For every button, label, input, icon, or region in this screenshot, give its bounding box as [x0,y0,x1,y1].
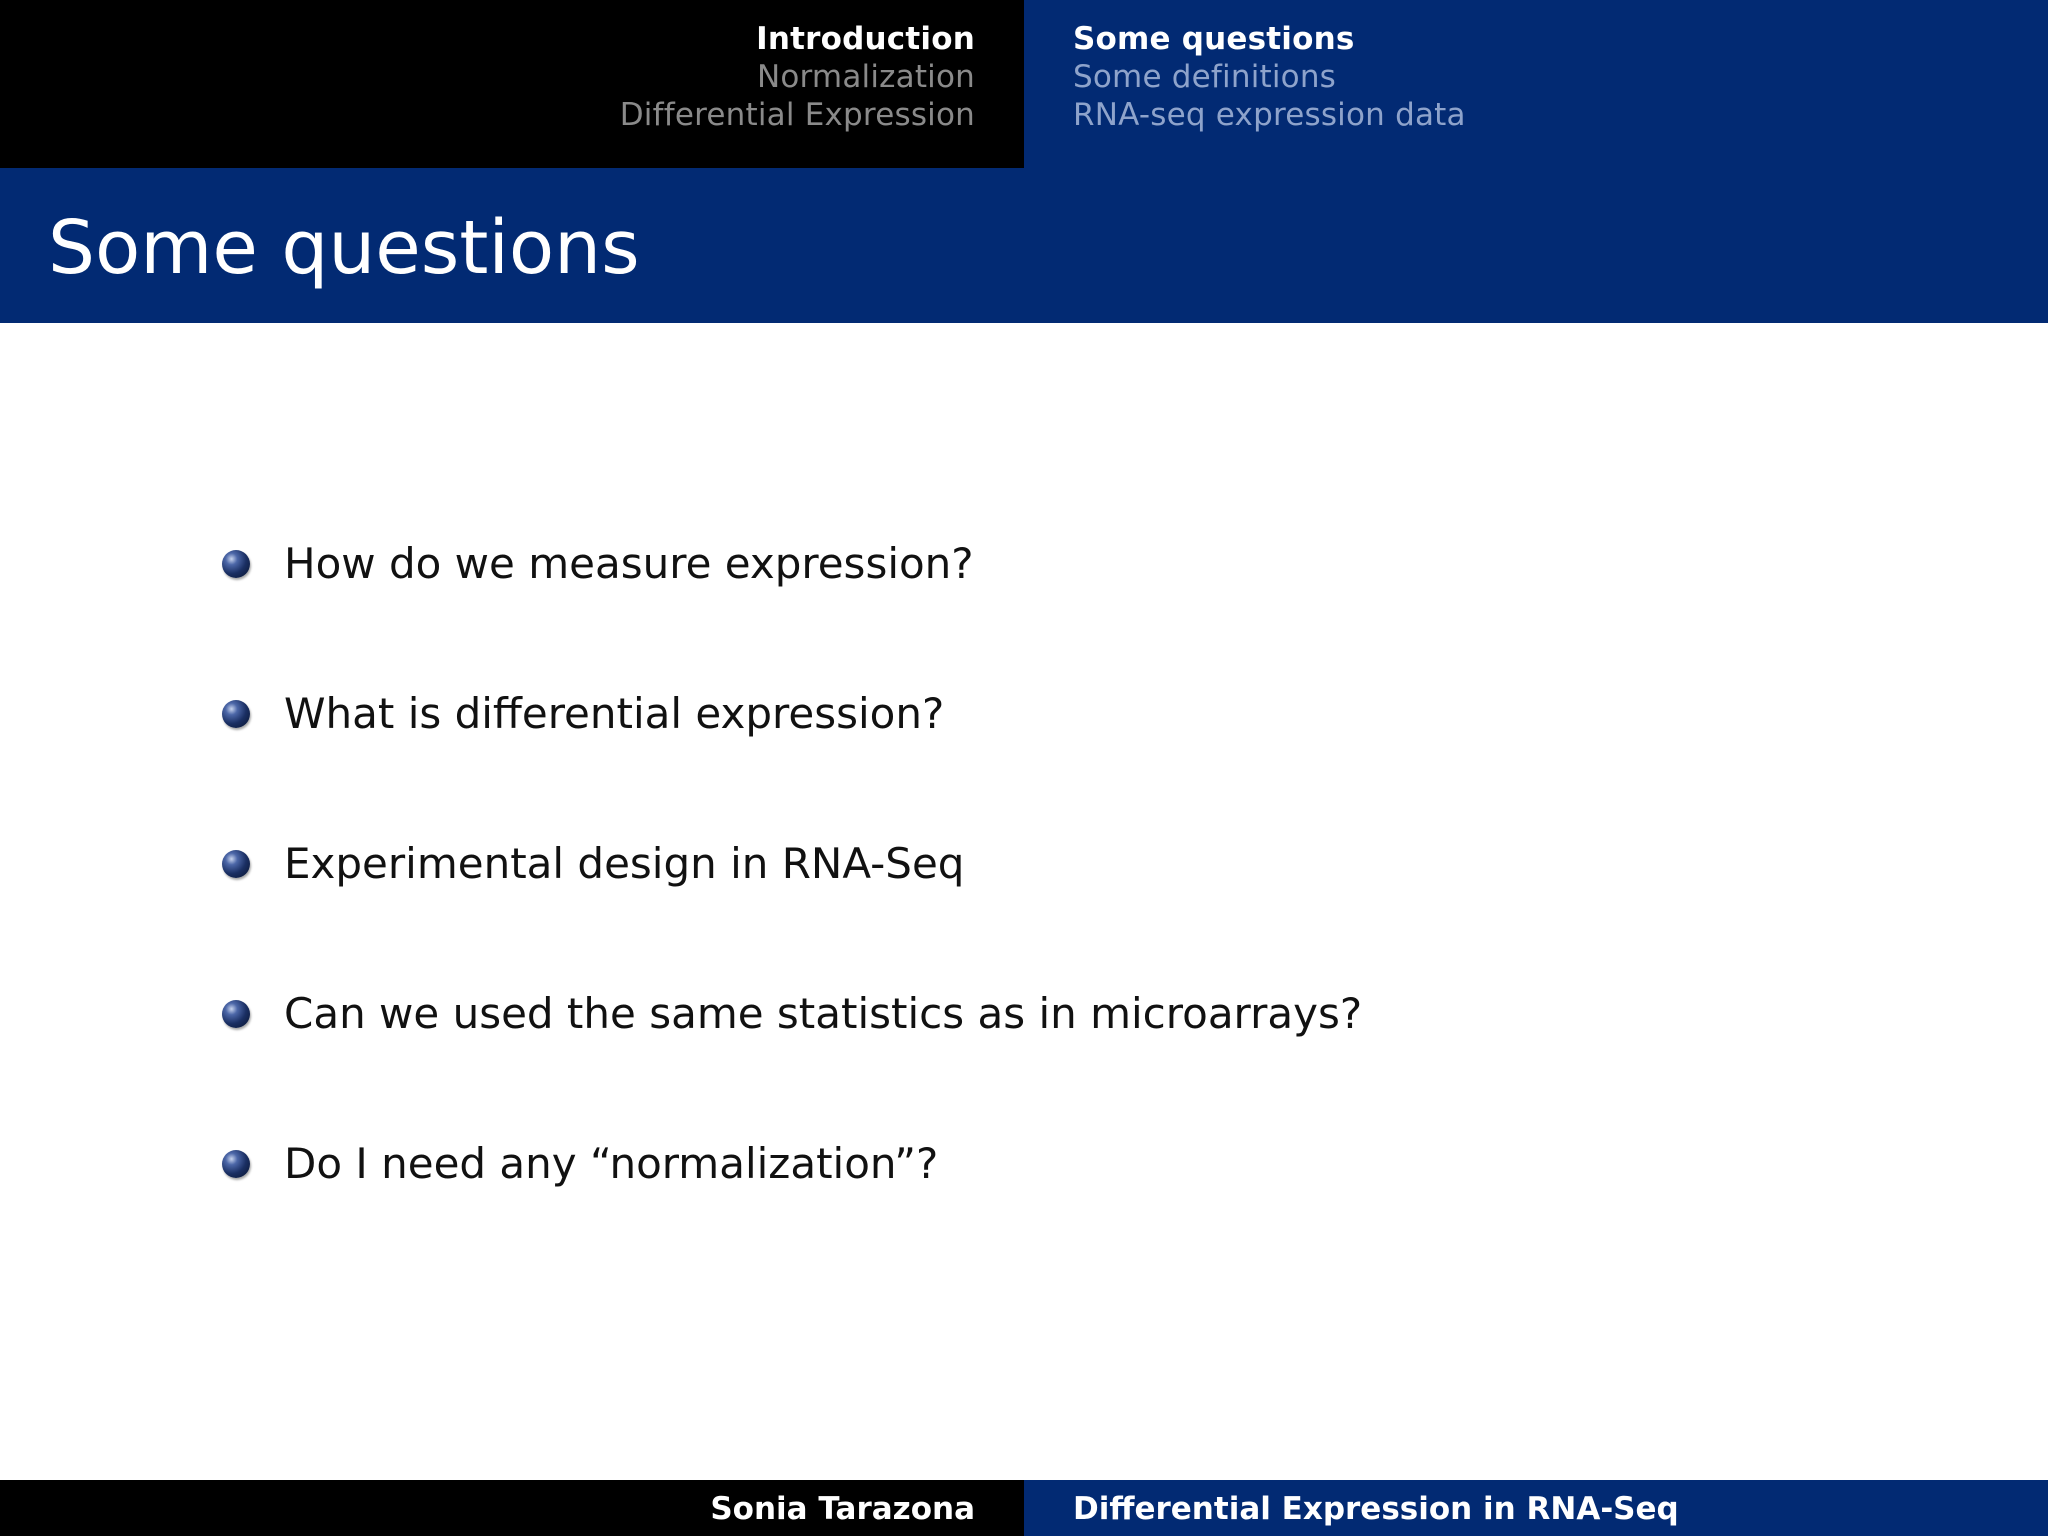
nav-section-differential-expression[interactable]: Differential Expression [619,97,975,133]
bullet-ball-icon [222,1000,250,1028]
bullet-text: How do we measure expression? [284,539,974,588]
bullet-text: What is differential expression? [284,689,945,738]
bullet-ball-icon [222,1150,250,1178]
bullet-text: Do I need any “normalization”? [284,1139,939,1188]
bullet-text: Experimental design in RNA-Seq [284,839,965,888]
subsection-nav-list [1073,20,1466,134]
nav-subsection-some-questions[interactable]: Some questions [1073,21,1355,57]
page-title: Some questions [48,205,640,291]
nav-section-normalization[interactable]: Normalization [756,59,975,95]
nav-subsection-rna-seq-expression-data[interactable]: RNA-seq expression data [1073,97,1466,133]
section-nav-panel [0,0,1024,168]
nav-section-introduction[interactable]: Introduction [756,21,975,57]
footer-talk-title: Differential Expression in RNA-Seq [1073,1491,1679,1527]
bullet-ball-icon [222,850,250,878]
bullet-text: Can we used the same statistics as in microarrays? [284,989,1363,1038]
subsection-nav-panel [1024,0,2048,168]
section-nav-list [620,20,975,134]
footer-author: Sonia Tarazona [710,1491,975,1527]
footer-title-panel [1024,1480,2048,1536]
footer [0,1480,2048,1536]
header-navigation [0,0,2048,168]
frame-title-bar [0,168,2048,323]
footer-author-panel [0,1480,1024,1536]
bullet-ball-icon [222,700,250,728]
bullet-ball-icon [222,550,250,578]
nav-subsection-some-definitions[interactable]: Some definitions [1073,59,1337,95]
